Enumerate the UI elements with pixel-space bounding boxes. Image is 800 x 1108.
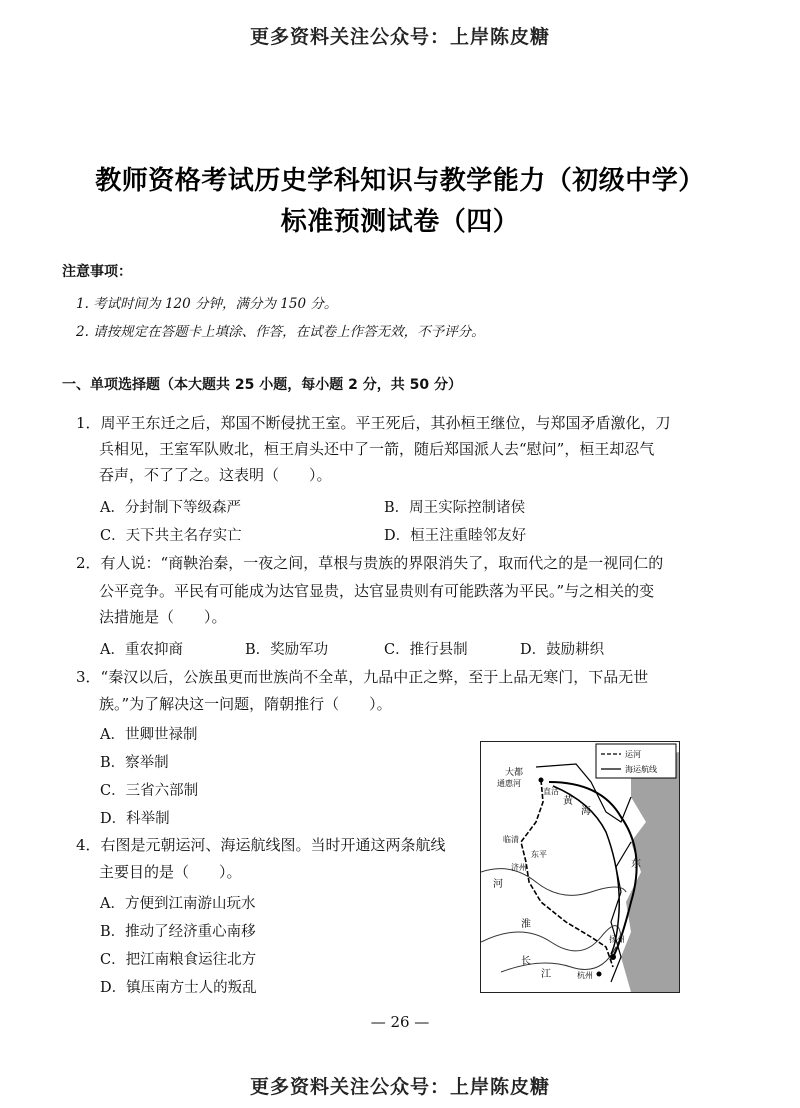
- notice-item-2: 2. 请按规定在答题卡上填涂、作答，在试卷上作答无效，不予评分。: [76, 324, 485, 340]
- q3-line-1: 3．“秦汉以后，公族虽更而世族尚不全革，九品中正之弊，至于上品无寒门，下品无世: [76, 668, 649, 686]
- q1-option-a: A．分封制下等级森严: [100, 500, 241, 516]
- q2-option-a: A．重农抑商: [100, 642, 183, 658]
- sea-route-1: [549, 782, 637, 957]
- paper-title-line2: 标准预测试卷（四）: [280, 207, 520, 237]
- huai-river: [481, 926, 621, 951]
- yuan-canal-map: [480, 741, 680, 993]
- top-banner: 更多资料关注公众号：上岸陈皮糖: [249, 26, 550, 48]
- q4-option-c: C．把江南粮食运往北方: [100, 952, 257, 968]
- legend-canal-label: 运河: [625, 750, 641, 759]
- q3-line-2: 族。”为了解决这一问题，隋朝推行（ ）。: [99, 695, 392, 713]
- q1-line-3: 吞声，不了了之。这表明（ ）。: [99, 466, 332, 484]
- yangtze-river: [501, 947, 616, 972]
- q2-option-d: D．鼓励耕织: [520, 642, 605, 658]
- label-dadu: 大都: [505, 768, 524, 778]
- q3-option-d: D．科举制: [100, 811, 170, 827]
- label-zhigu: 直沽: [543, 787, 559, 796]
- label-jizhou: 济州: [511, 863, 527, 872]
- label-tonghui: 通惠河: [497, 779, 521, 788]
- q1-option-c: C．天下共主名存实亡: [100, 528, 242, 544]
- label-linqing: 临清: [503, 835, 519, 844]
- yangzhou-dot: [610, 954, 616, 960]
- paper-title-line1: 教师资格考试历史学科知识与教学能力（初级中学）: [95, 166, 705, 196]
- q1-option-b: B．周王实际控制诸侯: [384, 500, 526, 516]
- bottom-banner: 更多资料关注公众号：上岸陈皮糖: [249, 1076, 550, 1098]
- label-dong: 东: [631, 859, 641, 870]
- notice-heading: 注意事项：: [62, 264, 132, 280]
- label-huai: 淮: [521, 919, 531, 930]
- map-svg: [481, 742, 679, 992]
- q2-line-3: 法措施是（ ）。: [99, 608, 227, 626]
- q3-option-b: B．察举制: [100, 755, 169, 771]
- q3-option-a: A．世卿世禄制: [100, 727, 198, 743]
- q3-option-c: C．三省六部制: [100, 783, 199, 799]
- section-title: 一、单项选择题（本大题共 25 小题，每小题 2 分，共 50 分）: [62, 377, 462, 393]
- hangzhou-dot: [597, 972, 602, 977]
- notice-item-1: 1. 考试时间为 120 分钟，满分为 150 分。: [76, 296, 338, 312]
- q4-option-d: D．镇压南方士人的叛乱: [100, 980, 257, 996]
- q2-line-1: 2．有人说：“商鞅治秦，一夜之间，草根与贵族的界限消失了，取而代之的是一视同仁的: [76, 554, 664, 572]
- sea-area: [621, 752, 679, 992]
- q4-line-2: 主要目的是（ ）。: [99, 863, 242, 881]
- page-number: — 26 —: [370, 1013, 430, 1031]
- q2-option-c: C．推行县制: [384, 642, 468, 658]
- label-huang: 黄: [563, 796, 573, 807]
- legend-sea-label: 海运航线: [625, 765, 657, 774]
- q1-line-1: 1．周平王东迁之后，郑国不断侵扰王室。平王死后，其孙桓王继位，与郑国矛盾激化，刀: [76, 414, 671, 432]
- q1-line-2: 兵相见，王室军队败北，桓王肩头还中了一箭，随后郑国派人去“慰问”，桓王却忍气: [99, 440, 655, 458]
- q4-option-b: B．推动了经济重心南移: [100, 924, 256, 940]
- label-jiang: 江: [541, 969, 551, 980]
- label-hai: 海: [581, 806, 591, 817]
- q2-option-b: B．奖励军功: [245, 642, 329, 658]
- label-hangzhou: 杭州: [577, 971, 593, 980]
- q2-line-2: 公平竞争。平民有可能成为达官显贵，达官显贵则有可能跌落为平民。”与之相关的变: [99, 582, 655, 600]
- label-chang: 长: [521, 956, 531, 967]
- label-he: 河: [493, 879, 503, 890]
- q4-line-1: 4．右图是元朝运河、海运航线图。当时开通这两条航线: [76, 836, 446, 854]
- label-dongping: 东平: [531, 850, 547, 859]
- q4-option-a: A．方便到江南游山玩水: [100, 896, 256, 912]
- dadu-dot: [539, 778, 544, 783]
- label-yangzhou: 扬州: [609, 935, 625, 944]
- q1-option-d: D．桓王注重睦邻友好: [384, 528, 527, 544]
